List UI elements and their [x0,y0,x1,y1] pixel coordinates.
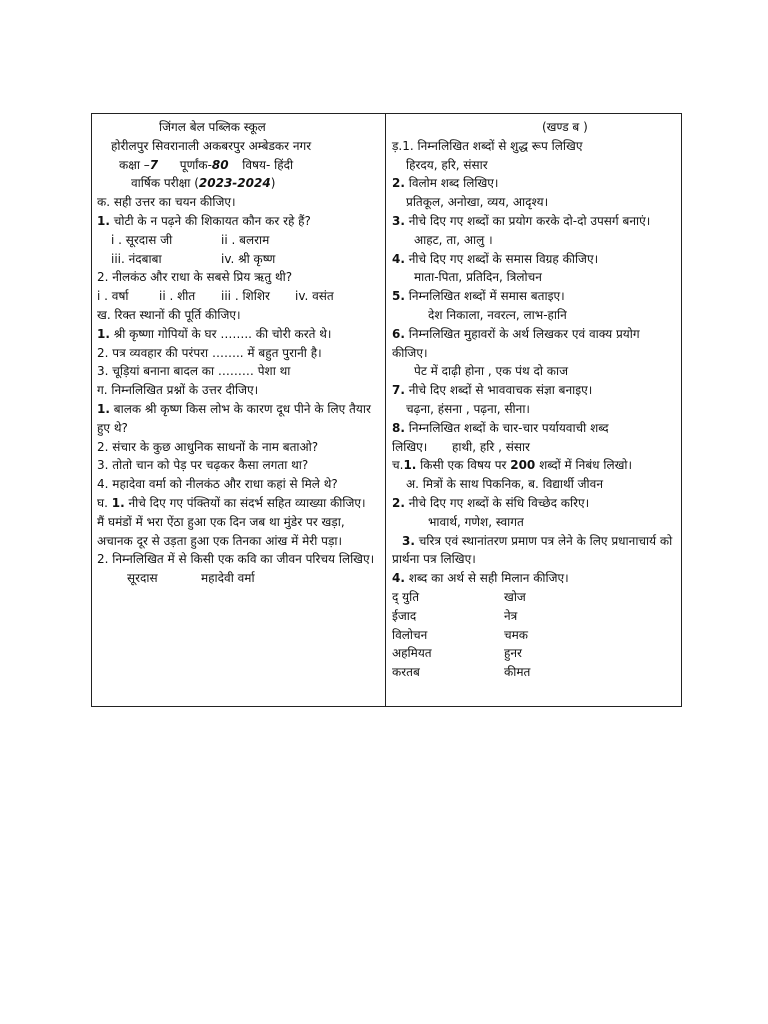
question-number: 4. [392,571,405,586]
right-question-7-words: चढ़ना, हंसना , पढ़ना, सीना। [406,401,530,416]
exam-label: वार्षिक परीक्षा ( [131,176,199,191]
right-question-4-words: माता-पिता, प्रतिदिन, त्रिलोचन [414,270,542,285]
question-number: 6. [392,326,405,341]
match-row [392,588,677,607]
sandhi-question [392,494,677,513]
option: ii . बलराम [221,232,270,247]
class-label: कक्षा – [119,157,150,172]
poem-quote: मैं घमंडों में भरा ऐंठा हुआ एक दिन जब था मुंडेर पर खड़ा, अचानक दूर से उड़ता हुआ एक तिनका आंख में मेरी पड़ा। [97,514,345,548]
marks-value: 80 [211,157,229,172]
question-number: 8. [392,420,405,435]
class-value: 7 [149,157,159,172]
class-marks-subject [97,156,381,175]
right-question-2 [392,174,677,193]
section-prefix: घ. [97,495,112,510]
section-gha-question-2: 2. निम्नलिखित में से किसी एक कवि का जीवन परिचय लिखिए। [97,552,375,567]
exam-close: ) [270,176,276,191]
match-row [392,663,677,682]
right-question-3 [392,212,677,231]
option: महादेवी वर्मा [201,571,255,586]
section-gha-question-1 [97,494,381,513]
question-text: चरित्र एवं स्थानांतरण प्रमाण पत्र लेने के लिए प्रधानाचार्य को प्रार्थना पत्र लिखिए। [392,533,673,567]
essay-options: अ. मित्रों के साथ पिकनिक, ब. विद्यार्थी जीवन [406,477,603,492]
question-text: निम्नलिखित शब्दों के चार-चार पर्यायवाची शब्द [404,420,609,435]
question-1-options-row2 [97,250,381,269]
right-question-4 [392,250,677,269]
match-meaning: चमक [504,627,529,642]
school-address: होरीलपुर सिवरानाली अकबरपुर अम्बेडकर नगर [111,138,312,153]
match-word: ईजाद [392,608,417,623]
option: i . सूरदास जी [111,232,173,247]
fill-blank-3: 3. चूड़ियां बनाना बादल का ……… पेशा था [97,364,291,379]
sandhi-words: भावार्थ, गणेश, स्वागत [428,514,524,529]
answer-question-4: 4. महादेवा वर्मा को नीलकंठ और राधा कहां से मिले थे? [97,477,338,492]
section-b-column [386,114,681,706]
option: iv. श्री कृष्ण [221,251,276,266]
right-question-5-words: देश निकाला, नवरत्न, लाभ-हानि [428,307,567,322]
match-word: विलोचन [392,627,428,642]
marks-label: पूर्णांक- [179,157,212,172]
essay-question [392,456,677,475]
exam-paper [91,113,682,707]
right-question-7 [392,381,677,400]
question-number: 3. [392,213,405,228]
question-number: 1. [111,495,125,510]
question-2: 2. नीलकंठ और राधा के सबसे प्रिय ऋतु थी? [97,270,293,285]
right-question-1-words: हिरदय, हरि, संसार [406,157,488,172]
subject: विषय- हिंदी [242,157,294,172]
section-prefix: च. [392,458,404,473]
right-question-2-words: प्रतिकूल, अनोखा, व्यय, आदृश्य। [406,195,549,210]
question-text: शब्द का अर्थ से सही मिलान कीजिए। [404,571,569,586]
question-number: 1. [97,213,110,228]
section-ka-heading: क. सही उत्तर का चयन कीजिए। [97,195,236,210]
word-count: 200 [510,458,536,473]
section-ga-heading: ग. निम्नलिखित प्रश्नों के उत्तर दीजिए। [97,383,259,398]
question-1-options-row1 [97,231,381,250]
match-table [392,588,677,682]
question-text: निम्नलिखित मुहावरों के अर्थ लिखकर एवं वाक्य प्रयोग कीजिए। [392,326,640,360]
question-number: 1. [97,401,110,416]
question-number: 1. [97,326,110,341]
option: ii . शीत [159,289,196,304]
match-word: करतब [392,665,420,680]
question-number: 1. [403,458,417,473]
option: सूरदास [127,571,158,586]
question-text: नीचे दिए गए शब्दों के संधि विच्छेद करिए। [404,495,590,510]
right-question-1: ड़.1. निम्नलिखित शब्दों से शुद्ध रूप लिखिए [392,138,583,153]
exam-year: 2023-2024 [198,176,271,191]
fill-blank-1 [97,325,381,344]
poet-options [97,569,381,588]
match-word: द् युति [392,589,420,604]
section-kha-heading: ख. रिक्त स्थानों की पूर्ति कीजिए। [97,307,241,322]
school-name: जिंगल बेल पब्लिक स्कूल [159,120,266,134]
option: i . वर्षा [97,289,129,304]
question-text: चोटी के न पढ़ने की शिकायत कौन कर रहे हैं? [109,213,311,228]
match-row [392,644,677,663]
question-number: 2. [392,495,405,510]
question-text: निम्नलिखित शब्दों में समास बताइए। [404,289,565,304]
section-a-column [92,114,386,706]
match-meaning: कीमत [504,665,531,680]
question-text: नीचे दिए शब्दों से भाववाचक संज्ञा बनाइए। [404,383,593,398]
answer-question-3: 3. तोतो चान को पेड़ पर चढ़कर कैसा लगता था? [97,458,309,473]
question-number: 3. [402,533,415,548]
question-number: 2. [392,176,405,191]
option: iii . शिशिर [221,289,270,304]
question-number: 5. [392,289,405,304]
right-question-8 [392,419,677,438]
option: iv. वसंत [295,289,334,304]
right-question-6 [392,325,677,363]
match-meaning: नेत्र [504,608,518,623]
match-meaning: हुनर [504,646,522,661]
question-text: बालक श्री कृष्ण किस लोभ के कारण दूध पीने के लिए तैयार हुए थे? [97,401,371,435]
question-text: नीचे दिए गए शब्दों का प्रयोग करके दो-दो उपसर्ग बनाएं। [404,213,651,228]
letter-question [392,532,677,570]
match-meaning: खोज [504,589,526,604]
right-question-8-line2 [392,438,677,457]
right-question-6-words: पेट में दाढ़ी होना , एक पंथ दो काज [414,364,569,379]
right-question-5 [392,287,677,306]
question-2-options [97,287,381,306]
option: iii. नंदबाबा [111,251,162,266]
match-row [392,607,677,626]
question-text: नीचे दिए गए शब्दों के समास विग्रह कीजिए। [404,251,599,266]
question-text: लिखिए। [392,439,428,454]
match-word: अहमियत [392,646,432,661]
question-words: हाथी, हरि , संसार [452,439,530,454]
question-text: किसी एक विषय पर [416,458,511,473]
exam-title [97,174,381,193]
question-text: श्री कृष्णा गोपियों के घर …….. की चोरी करते थे। [109,326,332,341]
section-b-heading: (खण्ड ब ) [542,120,588,134]
question-text: नीचे दिए गए पंक्तियों का संदर्भ सहित व्याख्या कीजिए। [124,495,366,510]
fill-blank-2: 2. पत्र व्यवहार की परंपरा …….. में बहुत पुरानी है। [97,345,322,360]
match-question [392,569,677,588]
question-1 [97,212,381,231]
question-text: विलोम शब्द लिखिए। [404,176,499,191]
question-number: 4. [392,251,405,266]
question-number: 7. [392,383,405,398]
right-question-3-words: आहट, ता, आलु । [414,232,493,247]
answer-question-2: 2. संचार के कुछ आधुनिक साधनों के नाम बताओ? [97,439,319,454]
match-row [392,626,677,645]
answer-question-1 [97,400,381,438]
question-text: शब्दों में निबंध लिखो। [535,458,633,473]
